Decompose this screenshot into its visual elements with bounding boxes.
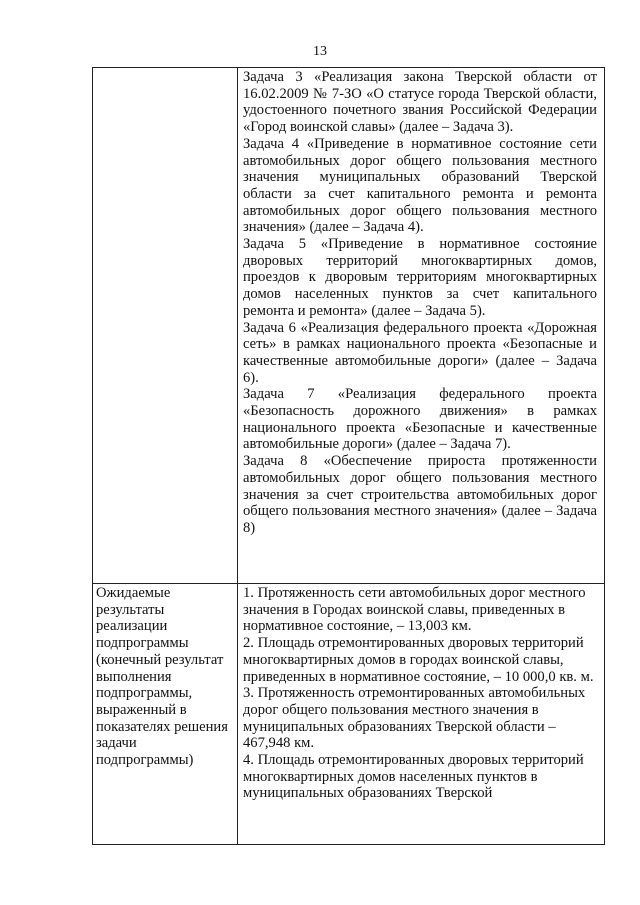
table-row-results [93, 584, 605, 845]
tasks-cell [238, 68, 605, 584]
task-3-text: Задача 3 «Реализация закона Тверской области от 16.02.2009 № 7-ЗО «О статусе города Тверской области, удостоенного почетного звания Российской Федерации «Город воинской славы» (далее – Задача 3). [243, 69, 597, 136]
result-3-text: 3. Протяженность отремонтированных автомобильных дорог общего пользования местного значения в муниципальных образованиях Тверской области – 467,948 км. [243, 685, 586, 752]
result-4-text: 4. Площадь отремонтированных дворовых территорий многоквартирных домов населенных пунктов в муниципальных образованиях Тверской [243, 752, 584, 802]
result-2-text: 2. Площадь отремонтированных дворовых территорий многоквартирных домов в городах воинской славы, приведенных в нормативное состояние, – 10 000,0 кв. м. [243, 635, 594, 685]
result-1-text: 1. Протяженность сети автомобильных дорог местного значения в Городах воинской славы, приведенных в нормативное состояние, – 13,003 км. [243, 585, 586, 635]
task-6-text: Задача 6 «Реализация федерального проекта «Дорожная сеть» в рамках национального проекта «Безопасные и качественные автомобильные дороги» (далее – Задача 6). [243, 319, 597, 386]
expected-results-cell [238, 584, 605, 845]
task-8-text: Задача 8 «Обеспечение прироста протяженности автомобильных дорог общего пользования местного значения за счет строительства автомобильных дорог общего пользования местного значения» (далее – Задача 8) [243, 453, 597, 536]
table-row-tasks [93, 68, 605, 584]
expected-results-label: Ожидаемые результаты реализации подпрограммы (конечный результат выполнения подпрограммы, выраженный в показателях решения задачи подпрограммы) [93, 584, 238, 845]
tasks-label-cell [93, 68, 238, 584]
page-number: 13 [313, 44, 327, 59]
task-4-text: Задача 4 «Приведение в нормативное состояние сети автомобильных дорог общего пользования местного значения муниципальных образований Тверской области за счет капитального ремонта и ремонта автомобильных дорог общего пользования местного значения» (далее – Задача 4). [243, 135, 597, 236]
subprogram-passport-table [92, 67, 605, 845]
task-7-text: Задача 7 «Реализация федерального проекта «Безопасность дорожного движения» в рамках национального проекта «Безопасные и качественные автомобильные дороги» (далее – Задача 7). [243, 386, 597, 453]
task-5-text: Задача 5 «Приведение в нормативное состояние дворовых территорий многоквартирных домов, проездов к дворовым территориям многоквартирных домов населенных пунктов за счет капитального ремонта и ремонта» (далее – Задача 5). [243, 236, 597, 319]
